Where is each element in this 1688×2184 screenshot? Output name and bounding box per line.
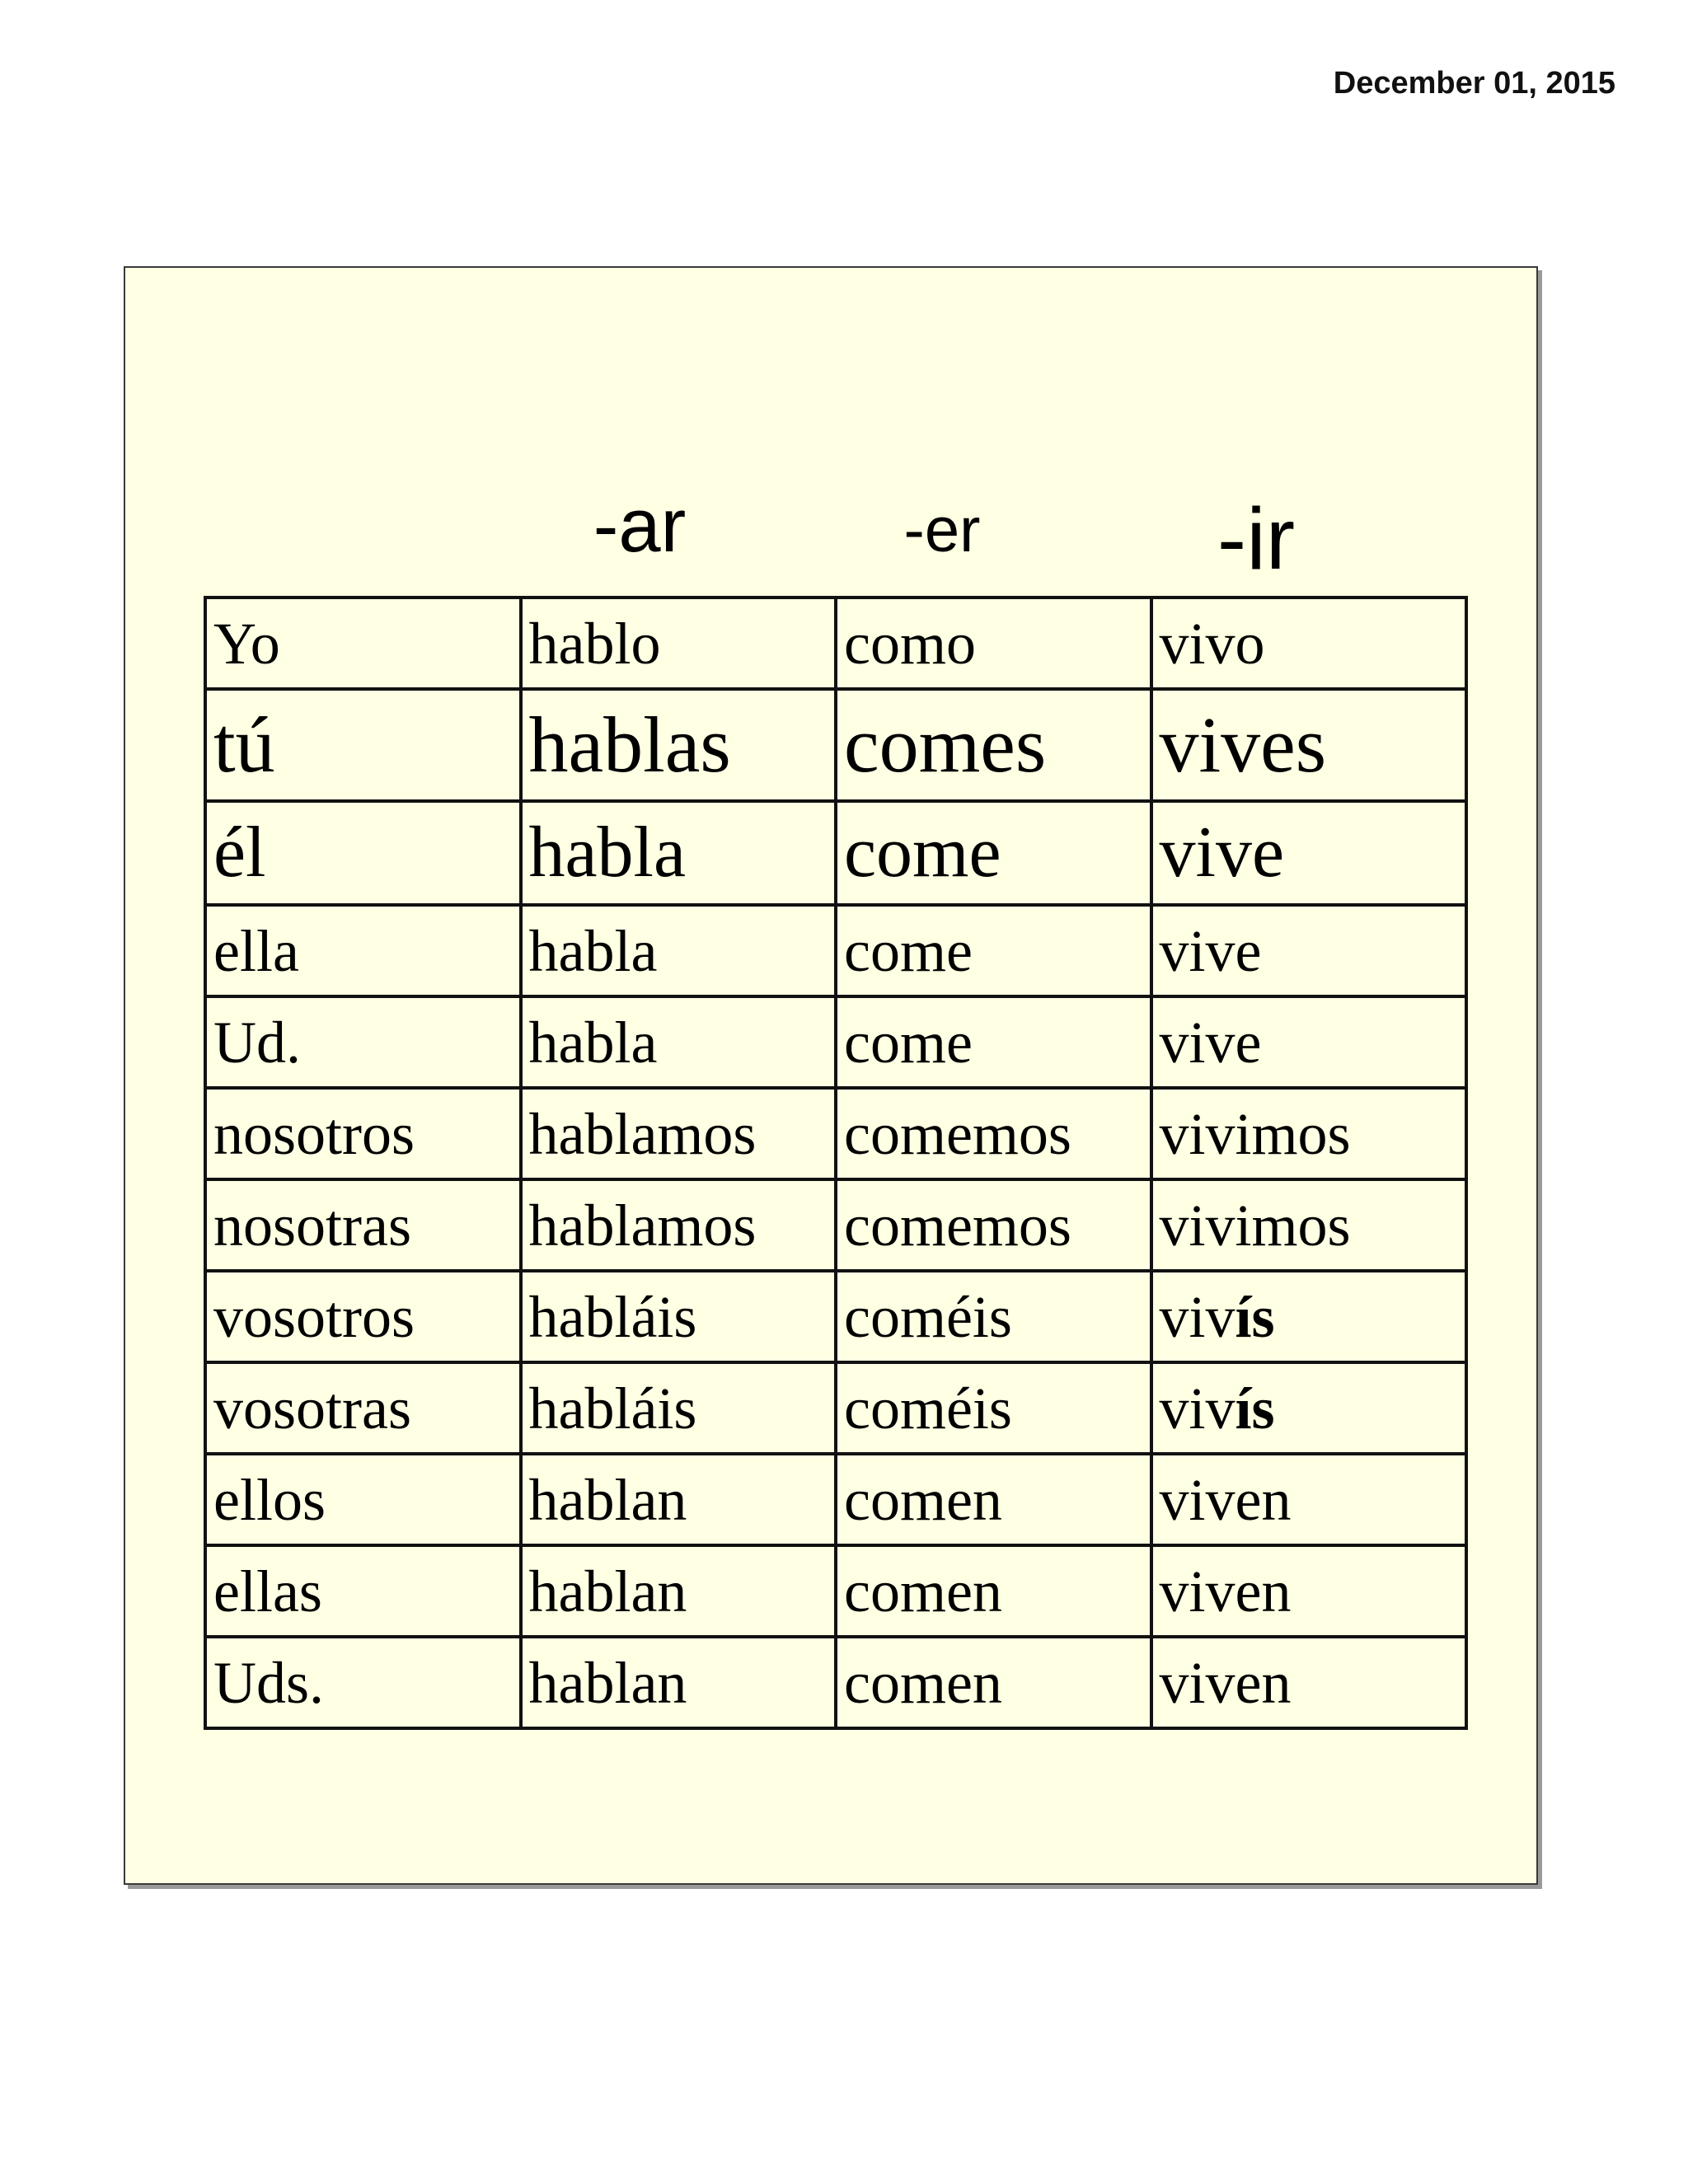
ar-verb-cell: hablas — [521, 689, 837, 801]
ir-verb-stem: viv — [1159, 1375, 1236, 1441]
ir-verb-cell — [1151, 1271, 1467, 1362]
table-row — [205, 1637, 1466, 1728]
ar-verb-cell: habla — [521, 996, 837, 1088]
pronoun-cell: nosotros — [205, 1088, 521, 1179]
pronoun-cell: Ud. — [205, 996, 521, 1088]
er-verb-cell: comemos — [836, 1179, 1151, 1271]
ir-verb-cell: vivimos — [1151, 1179, 1467, 1271]
ar-verb-cell: hablan — [521, 1545, 837, 1637]
ar-verb-cell: hablan — [521, 1454, 837, 1545]
er-verb-cell: come — [836, 996, 1151, 1088]
er-verb-cell: come — [836, 905, 1151, 996]
pronoun-cell: tú — [205, 689, 521, 801]
ar-verb-cell: habla — [521, 905, 837, 996]
ir-verb-cell: vive — [1151, 905, 1467, 996]
table-row — [205, 598, 1466, 689]
table-row — [205, 1271, 1466, 1362]
ar-verb-cell: hablamos — [521, 1088, 837, 1179]
ar-verb-cell: hablan — [521, 1637, 837, 1728]
column-header-ir: -ir — [1217, 490, 1296, 588]
er-verb-cell: come — [836, 801, 1151, 905]
pronoun-cell: ellos — [205, 1454, 521, 1545]
ir-verb-cell — [1151, 1362, 1467, 1454]
pronoun-cell: él — [205, 801, 521, 905]
ar-verb-cell: hablamos — [521, 1179, 837, 1271]
pronoun-cell: ellas — [205, 1545, 521, 1637]
ir-verb-cell: viven — [1151, 1454, 1467, 1545]
ir-verb-cell: vive — [1151, 996, 1467, 1088]
table-row — [205, 1088, 1466, 1179]
er-verb-cell: comes — [836, 689, 1151, 801]
ir-verb-ending: ís — [1235, 1283, 1275, 1350]
pronoun-cell: ella — [205, 905, 521, 996]
table-row — [205, 689, 1466, 801]
ir-verb-cell: vivimos — [1151, 1088, 1467, 1179]
pronoun-cell: vosotros — [205, 1271, 521, 1362]
page-date: December 01, 2015 — [1333, 66, 1615, 101]
table-row — [205, 996, 1466, 1088]
er-verb-cell: comen — [836, 1545, 1151, 1637]
table-row — [205, 801, 1466, 905]
ar-verb-cell: hablo — [521, 598, 837, 689]
ar-verb-cell: habláis — [521, 1271, 837, 1362]
ir-verb-cell: vives — [1151, 689, 1467, 801]
conjugation-card — [124, 266, 1538, 1885]
table-row — [205, 1179, 1466, 1271]
ir-verb-cell: viven — [1151, 1637, 1467, 1728]
pronoun-cell: vosotras — [205, 1362, 521, 1454]
table-row — [205, 905, 1466, 996]
ir-verb-ending: ís — [1235, 1375, 1275, 1441]
pronoun-cell: Uds. — [205, 1637, 521, 1728]
ar-verb-cell: habláis — [521, 1362, 837, 1454]
ar-verb-cell: habla — [521, 801, 837, 905]
table-row — [205, 1362, 1466, 1454]
ir-verb-stem: viv — [1159, 1283, 1236, 1350]
pronoun-cell: Yo — [205, 598, 521, 689]
er-verb-cell: comemos — [836, 1088, 1151, 1179]
column-header-ar: -ar — [593, 484, 687, 568]
er-verb-cell: comen — [836, 1454, 1151, 1545]
ir-verb-cell: vive — [1151, 801, 1467, 905]
table-row — [205, 1545, 1466, 1637]
er-verb-cell: coméis — [836, 1271, 1151, 1362]
ir-verb-cell: vivo — [1151, 598, 1467, 689]
column-header-er: -er — [903, 495, 981, 565]
er-verb-cell: coméis — [836, 1362, 1151, 1454]
ir-verb-cell: viven — [1151, 1545, 1467, 1637]
table-row — [205, 1454, 1466, 1545]
er-verb-cell: comen — [836, 1637, 1151, 1728]
conjugation-table — [204, 596, 1468, 1730]
er-verb-cell: como — [836, 598, 1151, 689]
pronoun-cell: nosotras — [205, 1179, 521, 1271]
